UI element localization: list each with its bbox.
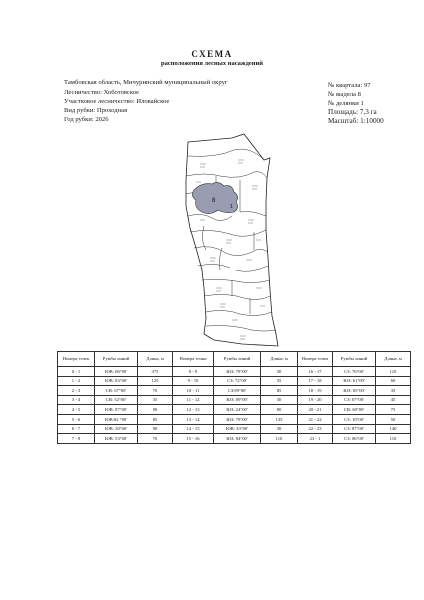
cell-bearing: СЗ:89°00'	[214, 386, 261, 396]
header-length: Длина, м	[138, 352, 173, 367]
table-row	[58, 414, 411, 424]
cell-length: 85	[261, 386, 298, 396]
table-row	[58, 376, 411, 386]
cell-length: 35	[376, 386, 411, 396]
cell-points: 2 - 3	[58, 386, 95, 396]
allotment-line: № выдела 8	[328, 90, 361, 98]
cell-points: 13 - 14	[173, 414, 214, 424]
cell-length: 35	[138, 395, 173, 405]
header-length-3: Длина, м	[376, 352, 411, 367]
cell-bearing: СВ: 60°00'	[333, 405, 376, 415]
cell-length: 140	[376, 424, 411, 434]
cell-length: 135	[261, 414, 298, 424]
cell-bearing: ЮВ: 06°00'	[95, 367, 138, 377]
quarter-line: № квартала: 97	[328, 82, 371, 89]
cell-points: 7 - 8	[58, 434, 95, 444]
cell-points: 17 - 18	[298, 376, 333, 386]
cell-bearing: СЗ: 10°00'	[333, 414, 376, 424]
cell-bearing: ЮЗ: 24°00'	[214, 405, 261, 415]
cell-points: 4 - 5	[58, 405, 95, 415]
cell-bearing: СЗ: 06°00'	[333, 434, 376, 444]
cell-points: 3 - 4	[58, 395, 95, 405]
cell-points: 16 - 17	[298, 367, 333, 377]
cell-length: 35	[261, 376, 298, 386]
cell-points: 14 - 15	[173, 424, 214, 434]
cell-length: 45	[376, 395, 411, 405]
header-points: Номера точек	[58, 352, 95, 367]
table-row	[58, 405, 411, 415]
cell-bearing: СЗ: 76°00'	[333, 367, 376, 377]
header-bearing: Румбы линий	[95, 352, 138, 367]
cell-points: 11 - 12	[173, 395, 214, 405]
cell-length: 50	[376, 414, 411, 424]
bearings-table	[57, 351, 411, 444]
cell-points: 1 - 2	[58, 376, 95, 386]
header-points-3: Номера точек	[298, 352, 333, 367]
cell-length: 110	[261, 434, 298, 444]
region-line: Тамбовская область, Мичуринский муниципальный округ	[64, 79, 228, 86]
header-bearing-3: Румбы линий	[333, 352, 376, 367]
cell-points: 8 - 9	[173, 367, 214, 377]
cell-points: 22 - 23	[298, 424, 333, 434]
scale-line: Масштаб: 1:10000	[328, 117, 384, 126]
cell-bearing: ЮЗ: 61°00'	[333, 376, 376, 386]
cell-length: 375	[138, 367, 173, 377]
header-bearing-2: Румбы линий	[214, 352, 261, 367]
location-block	[64, 78, 228, 125]
cell-points: 12 - 13	[173, 405, 214, 415]
cell-length: 30	[261, 395, 298, 405]
cell-length: 90	[138, 424, 173, 434]
cell-points: 6 - 7	[58, 424, 95, 434]
cell-length: 110	[376, 434, 411, 444]
cell-points: 15 - 16	[173, 434, 214, 444]
cell-points: 0 - 1	[58, 367, 95, 377]
cell-points: 21 - 22	[298, 414, 333, 424]
cell-length: 50	[261, 367, 298, 377]
table-row	[58, 424, 411, 434]
cell-bearing: СВ: 52°00'	[95, 395, 138, 405]
table-header-row	[58, 352, 411, 367]
cell-points: 10 - 11	[173, 386, 214, 396]
cell-length: 110	[376, 367, 411, 377]
cell-bearing: ЮВ: 33°00'	[214, 424, 261, 434]
cell-length: 60	[376, 376, 411, 386]
cutting-year-line: Год рубки: 2026	[64, 116, 109, 124]
plot-line: № делянки 1	[328, 99, 364, 107]
cell-bearing: ЮВ: 87°00'	[95, 405, 138, 415]
cell-length: 80	[261, 405, 298, 415]
cell-bearing: ЮВ: 83°00'	[95, 376, 138, 386]
header-length-2: Длина, м	[261, 352, 298, 367]
table-row	[58, 386, 411, 396]
cell-length: 70	[138, 386, 173, 396]
stand-block	[328, 82, 384, 126]
cell-bearing: ЮЗ: 84°00'	[214, 434, 261, 444]
cell-points: 9 - 10	[173, 376, 214, 386]
cutting-type-line: Вид рубки: Проходная	[64, 106, 128, 114]
cell-bearing: ЮЗ: 78°00'	[214, 367, 261, 377]
cell-length: 30	[261, 424, 298, 434]
allotment-number-label: 8	[212, 198, 216, 204]
cell-bearing: СЗ: 72°00'	[214, 376, 261, 386]
cell-bearing: ЮВ: 53°00'	[95, 434, 138, 444]
cell-points: 20 - 21	[298, 405, 333, 415]
document-title: СХЕМА	[191, 49, 233, 59]
document-subtitle: расположения лесных насаждений	[160, 60, 264, 67]
forestry-line: Лесничество: Хоботовское	[64, 88, 140, 96]
header-points-2: Номера точки	[173, 352, 214, 367]
district-forestry-line: Участковое лесничество: Иловайское	[64, 98, 170, 106]
cell-points: 19 - 20	[298, 395, 333, 405]
area-line: Площадь: 7,3 га	[328, 108, 377, 117]
plot-number-label: 1	[230, 204, 233, 210]
cell-points: 23 - 1	[298, 434, 333, 444]
cell-bearing: ЮВ:82 °00'	[95, 414, 138, 424]
table-row	[58, 367, 411, 377]
cell-bearing: ЮВ: 30°00'	[95, 424, 138, 434]
table-row	[58, 395, 411, 405]
cell-bearing: СВ: 67°00'	[95, 386, 138, 396]
cell-length: 75	[376, 405, 411, 415]
cell-bearing: ЮЗ: 78°00'	[214, 414, 261, 424]
cell-bearing: ЮЗ: 09°00'	[214, 395, 261, 405]
cell-points: 5 - 6	[58, 414, 95, 424]
forest-scheme-map	[160, 120, 300, 360]
cell-length: 90	[138, 405, 173, 415]
table-row	[58, 434, 411, 444]
cell-length: 85	[138, 414, 173, 424]
cell-points: 18 - 19	[298, 386, 333, 396]
cell-length: 125	[138, 376, 173, 386]
cell-length: 70	[138, 434, 173, 444]
cell-bearing: ЮЗ: 85°00'	[333, 386, 376, 396]
cell-bearing: СЗ: 87°00'	[333, 424, 376, 434]
cell-bearing: СЗ: 07°00'	[333, 395, 376, 405]
